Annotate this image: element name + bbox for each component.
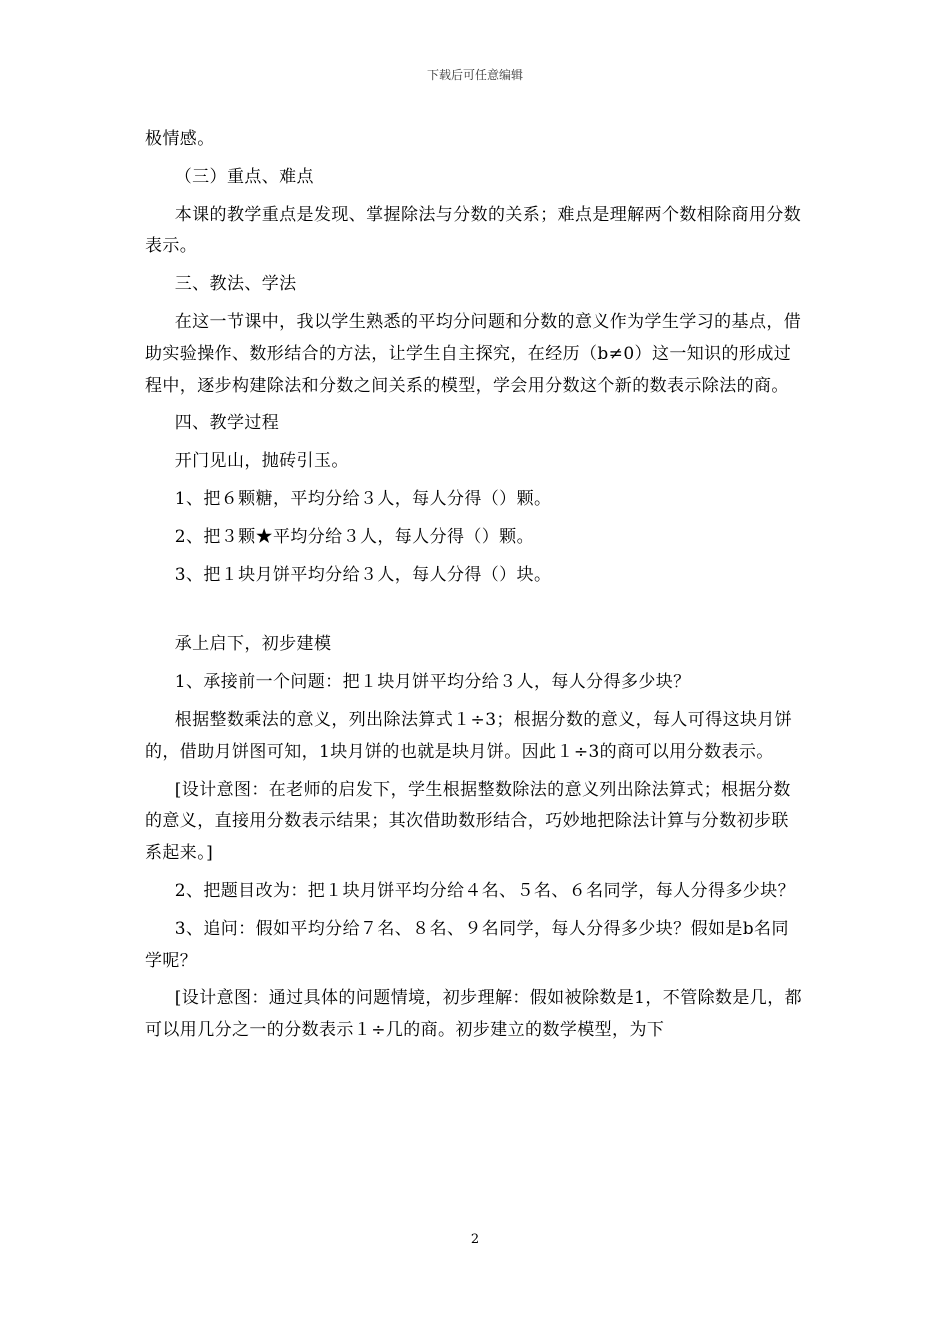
list-item: 1、承接前一个问题：把１块月饼平均分给３人，每人分得多少块？ [174, 672, 691, 693]
paragraph-explanation: 根据整数乘法的意义，列出除法算式１÷3；根据分数的意义，每人可得这块月饼的，借助月饼图可知，1块月饼的也就是块月饼。因此１÷3的商可以用分数表示。 [145, 709, 793, 762]
list-item: 3、把１块月饼平均分给３人，每人分得（）块。 [174, 564, 552, 585]
section-heading-process: 四、教学过程 [174, 413, 280, 434]
page-header: 下载后可任意编辑 [426, 68, 523, 82]
design-intent-note: [设计意图：在老师的启发下，学生根据整数除法的意义列出除法算式；根据分数的意义，直接用分数表示结果；其次借助数形结合，巧妙地把除法计算与分数初步联系起来。] [145, 779, 791, 864]
design-intent-note: [设计意图：通过具体的问题情境，初步理解：假如被除数是1，不管除数是几，都可以用几分之一的分数表示１÷几的商。初步建立的数学模型，为下 [145, 988, 802, 1041]
subheading-modeling: 承上启下，初步建模 [174, 634, 332, 655]
list-item: 2、把３颗★平均分给３人，每人分得（）颗。 [174, 526, 534, 547]
list-item: 1、把６颗糖，平均分给３人，每人分得（）颗。 [174, 488, 552, 509]
list-item: 2、把题目改为：把１块月饼平均分给４名、５名、６名同学，每人分得多少块？ [174, 880, 795, 901]
section-heading-key-points: （三）重点、难点 [174, 166, 314, 187]
document-body [145, 124, 805, 1053]
paragraph-key-points: 本课的教学重点是发现、掌握除法与分数的关系；难点是理解两个数相除商用分数表示。 [145, 204, 802, 257]
paragraph-continuation: 极情感。 [145, 129, 215, 149]
subheading-intro: 开门见山，抛砖引玉。 [174, 451, 349, 472]
paragraph-methods: 在这一节课中，我以学生熟悉的平均分问题和分数的意义作为学生学习的基点，借助实验操作、数形结合的方法，让学生自主探究，在经历（b≠0）这一知识的形成过程中，逐步构建除法和分数之间关系的模型，学会用分数这个新的数表示除法的商。 [145, 311, 802, 396]
section-heading-methods: 三、教法、学法 [174, 274, 297, 295]
page-number: 2 [470, 1232, 480, 1247]
list-item: 3、追问：假如平均分给７名、８名、９名同学，每人分得多少块？假如是b名同学呢？ [145, 918, 789, 971]
